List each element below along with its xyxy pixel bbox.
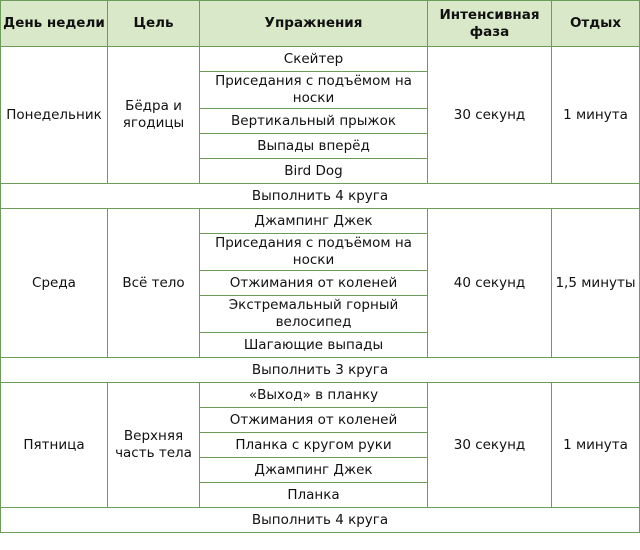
- intensive-cell: 40 секунд: [428, 209, 552, 358]
- rounds-row: [1, 508, 640, 533]
- rest-cell: 1 минута: [552, 383, 640, 508]
- exercise-cell: Отжимания от коленей: [200, 271, 428, 296]
- rounds-row: [1, 358, 640, 383]
- exercise-cell: Выпады вперёд: [200, 134, 428, 159]
- exercise-cell: «Выход» в планку: [200, 383, 428, 408]
- goal-cell: Бёдра и ягодицы: [108, 47, 200, 184]
- rounds-cell: Выполнить 4 круга: [1, 184, 640, 209]
- header-rest: Отдых: [552, 1, 640, 47]
- goal-cell: Верхняя часть тела: [108, 383, 200, 508]
- table-row: [1, 47, 640, 72]
- exercise-cell: Шагающие выпады: [200, 333, 428, 358]
- exercise-cell: Вертикальный прыжок: [200, 109, 428, 134]
- header-row: [1, 1, 640, 47]
- intensive-cell: 30 секунд: [428, 47, 552, 184]
- exercise-cell: Приседания с подъёмом на носки: [200, 234, 428, 271]
- day-cell: Пятница: [1, 383, 108, 508]
- goal-cell: Всё тело: [108, 209, 200, 358]
- intensive-cell: 30 секунд: [428, 383, 552, 508]
- exercise-cell: Планка с кругом руки: [200, 433, 428, 458]
- rest-cell: 1 минута: [552, 47, 640, 184]
- exercise-cell: Приседания с подъёмом на носки: [200, 72, 428, 109]
- header-exercises: Упражнения: [200, 1, 428, 47]
- exercise-cell: Джампинг Джек: [200, 458, 428, 483]
- rounds-cell: Выполнить 3 круга: [1, 358, 640, 383]
- day-cell: Среда: [1, 209, 108, 358]
- exercise-cell: Скейтер: [200, 47, 428, 72]
- rounds-row: [1, 184, 640, 209]
- rest-cell: 1,5 минуты: [552, 209, 640, 358]
- header-day: День недели: [1, 1, 108, 47]
- table-row: [1, 209, 640, 234]
- exercise-cell: Планка: [200, 483, 428, 508]
- rounds-cell: Выполнить 4 круга: [1, 508, 640, 533]
- exercise-cell: Отжимания от коленей: [200, 408, 428, 433]
- day-cell: Понедельник: [1, 47, 108, 184]
- table-row: [1, 383, 640, 408]
- header-intensive: Интенсивная фаза: [428, 1, 552, 47]
- header-goal: Цель: [108, 1, 200, 47]
- exercise-cell: Bird Dog: [200, 159, 428, 184]
- exercise-cell: Джампинг Джек: [200, 209, 428, 234]
- exercise-cell: Экстремальный горный велосипед: [200, 296, 428, 333]
